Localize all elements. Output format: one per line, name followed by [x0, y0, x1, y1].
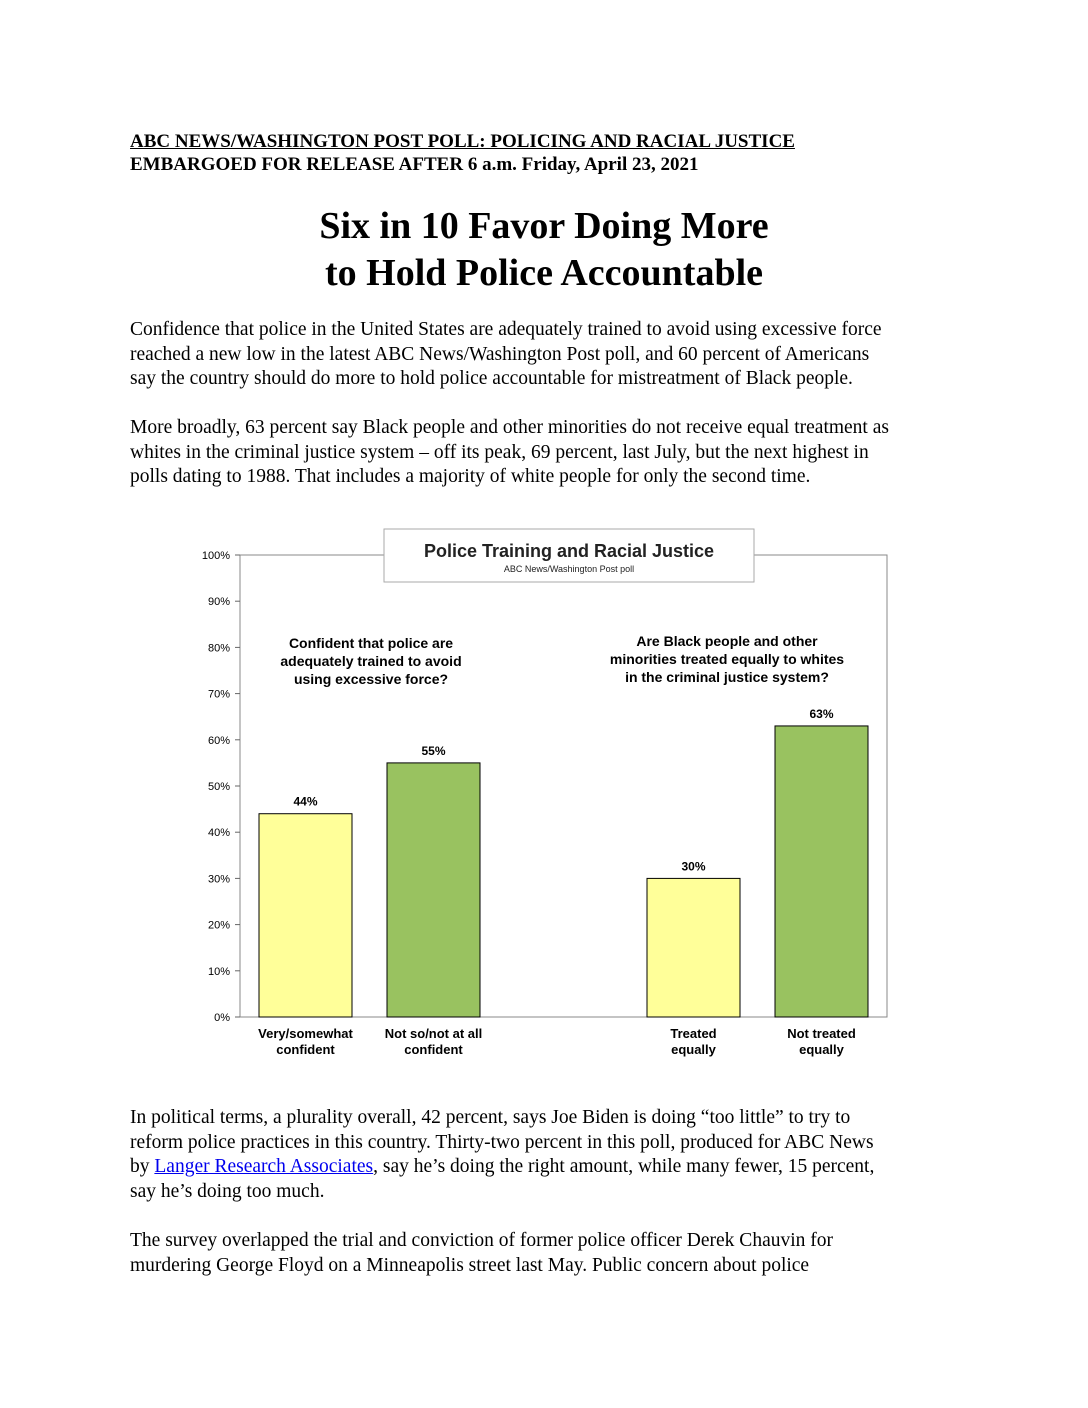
question-text-line: Confident that police are [288, 635, 454, 651]
bar-value-label: 63% [809, 706, 834, 721]
y-tick-label: 60% [207, 734, 230, 747]
y-tick-label: 100% [201, 550, 230, 562]
headline-line-2: to Hold Police Accountable [324, 252, 764, 294]
question-text-line: Are Black people and other [636, 633, 818, 649]
paragraph-2-line-3: polls dating to 1988. That includes a majority of white people for only the second time. [130, 466, 811, 487]
paragraph-1-line-3: say the country should do more to hold police accountable for mistreatment of Black people. [130, 368, 853, 389]
category-label: equally [671, 1042, 716, 1057]
bar-value-label: 44% [293, 794, 318, 809]
category-label: Treated [670, 1026, 717, 1041]
chart-title: Police Training and Racial Justice [423, 541, 715, 561]
question-text-line: adequately trained to avoid [280, 653, 462, 669]
category-label: confident [404, 1042, 463, 1057]
paragraph-3-line-3-end: , say he’s doing the right amount, while many fewer, 15 percent, [373, 1156, 875, 1177]
paragraph-4 [130, 1229, 990, 1278]
paragraph-1-line-2: reached a new low in the latest ABC News/Washington Post poll, and 60 percent of Americans [130, 343, 870, 365]
question-text-line: minorities treated equally to whites [609, 651, 845, 667]
y-tick-label: 40% [207, 827, 230, 840]
category-label: confident [276, 1042, 335, 1057]
category-label: Not treated [787, 1026, 856, 1041]
langer-research-link[interactable]: Langer Research Associates [154, 1156, 374, 1177]
y-tick-label: 30% [207, 873, 230, 886]
paragraph-3-line-4: say he’s doing too much. [130, 1180, 325, 1202]
paragraph-4-line-2: murdering George Floyd on a Minneapolis street last May. Public concern about police [130, 1254, 810, 1276]
poll-header-title: ABC NEWS/WASHINGTON POST POLL: POLICING AND RACIAL JUSTICE [130, 131, 795, 152]
category-label: Very/somewhat [258, 1026, 353, 1041]
bar [387, 763, 480, 1017]
embargo-line: EMBARGOED FOR RELEASE AFTER 6 a.m. Friday, April 23, 2021 [130, 154, 699, 175]
y-tick-label: 50% [207, 781, 230, 793]
paragraph-3-line-3-start: by [130, 1156, 155, 1177]
headline-line-1: Six in 10 Favor Doing More [319, 205, 769, 247]
bar [647, 878, 740, 1017]
question-text-line: in the criminal justice system? [625, 669, 829, 685]
paragraph-3-line-1: In political terms, a plurality overall, 42 percent, says Joe Biden is doing “too little” to try to [130, 1107, 851, 1128]
paragraph-3 [130, 1106, 990, 1204]
paragraph-2-line-1: More broadly, 63 percent say Black people and other minorities do not receive equal treatment as [130, 417, 889, 438]
category-label: equally [799, 1042, 844, 1057]
paragraph-3-line-3 [130, 1155, 990, 1180]
y-tick-label: 80% [207, 642, 230, 655]
bar-value-label: 30% [681, 859, 706, 874]
y-tick-label: 0% [214, 1012, 230, 1024]
y-tick-label: 10% [207, 965, 230, 978]
question-text-line: using excessive force? [293, 671, 449, 687]
bar [259, 814, 352, 1017]
y-tick-label: 90% [207, 596, 230, 609]
paragraph-3-line-2: reform police practices in this country. Thirty-two percent in this poll, produced for ABC News [130, 1131, 874, 1153]
category-label: Not so/not at all [384, 1026, 483, 1041]
bar [775, 726, 868, 1017]
paragraph-1-line-1: Confidence that police in the United States are adequately trained to avoid using excessive force [130, 319, 882, 340]
bar-value-label: 55% [421, 743, 446, 758]
paragraph-2-line-2: whites in the criminal justice system – off its peak, 69 percent, last July, but the next highest in [130, 441, 869, 463]
y-tick-label: 20% [207, 919, 230, 932]
chart-subtitle: ABC News/Washington Post poll [503, 564, 635, 574]
y-tick-label: 70% [207, 688, 230, 701]
paragraph-4-line-1: The survey overlapped the trial and conviction of former police officer Derek Chauvin for [130, 1230, 833, 1251]
